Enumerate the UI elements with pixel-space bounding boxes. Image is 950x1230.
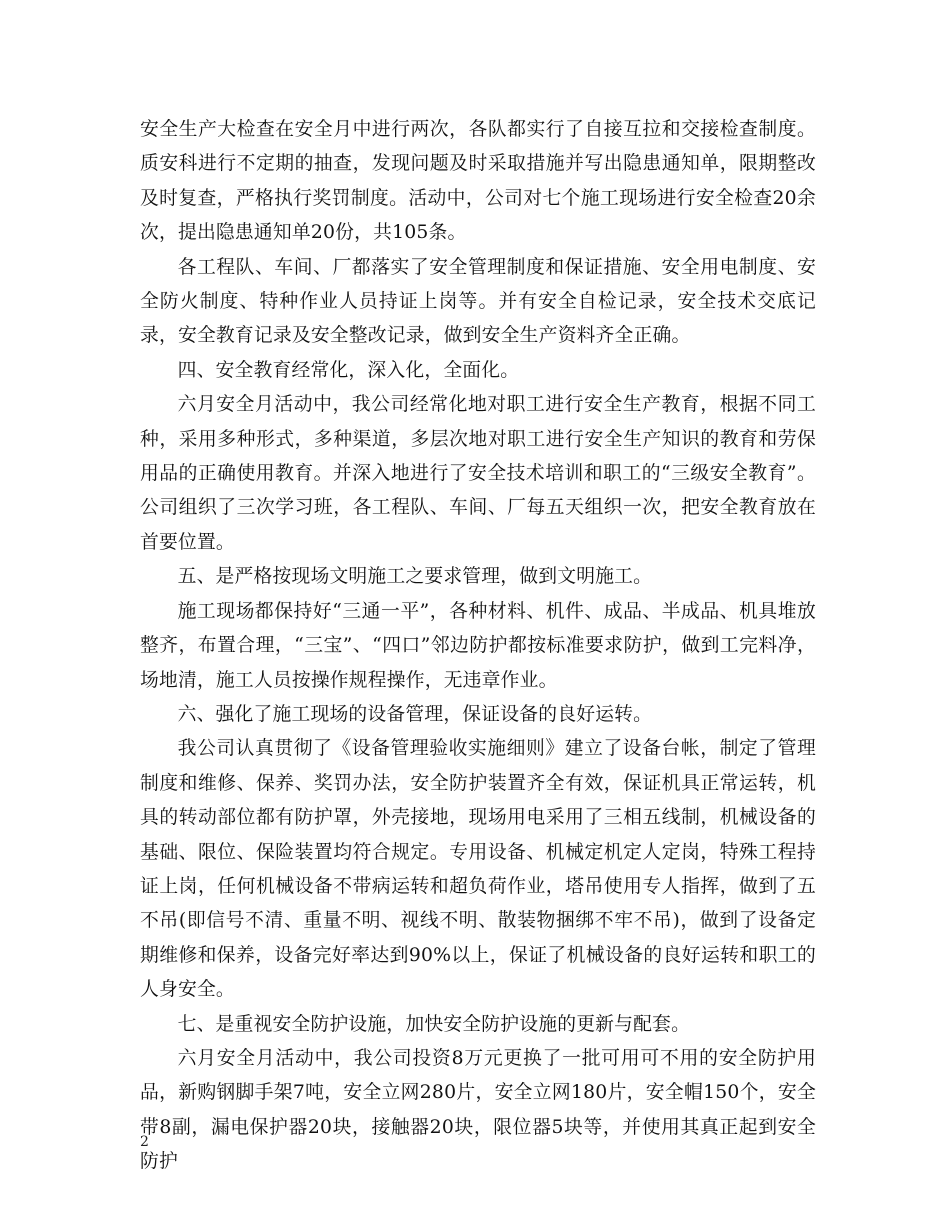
paragraph: 各工程队、车间、厂都落实了安全管理制度和保证措施、安全用电制度、安全防火制度、特种作业人员持证上岗等。并有安全自检记录，安全技术交底记录，安全教育记录及安全整改记录，做到安全生产资料齐全正确。 [140, 256, 816, 347]
document-body [140, 113, 816, 1180]
paragraph: 六月安全月活动中，我公司经常化地对职工进行安全生产教育，根据不同工种，采用多种形式，多种渠道，多层次地对职工进行安全生产知识的教育和劳保用品的正确使用教育。并深入地进行了安全技术培训和职工的“三级安全教育”。公司组织了三次学习班，各工程队、车间、厂每五天组织一次，把安全教育放在首要位置。 [140, 394, 816, 553]
paragraph: 安全生产大检查在安全月中进行两次，各队都实行了自接互拉和交接检查制度。质安科进行不定期的抽查，发现问题及时采取措施并写出隐患通知单，限期整改及时复查，严格执行奖罚制度。活动中，公司对七个施工现场进行安全检查20余次，提出隐患通知单20份，共105条。 [140, 119, 816, 244]
paragraph: 施工现场都保持好“三通一平”，各种材料、机件、成品、半成品、机具堆放整齐，布置合理，“三宝”、“四口”邻边防护都按标准要求防护，做到工完料净，场地清，施工人员按操作规程操作，无违章作业。 [140, 600, 816, 691]
section-heading: 四、安全教育经常化，深入化，全面化。 [177, 359, 520, 381]
section-heading: 六、强化了施工现场的设备管理，保证设备的良好运转。 [177, 703, 653, 725]
page-number: 2 [140, 1134, 149, 1150]
paragraph: 我公司认真贯彻了《设备管理验收实施细则》建立了设备台帐，制定了管理制度和维修、保养、奖罚办法，安全防护装置齐全有效，保证机具正常运转，机具的转动部位都有防护罩，外壳接地，现场用电采用了三相五线制，机械设备的基础、限位、保险装置均符合规定。专用设备、机械定机定人定岗，特殊工程持证上岗，任何机械设备不带病运转和超负荷作业，塔吊使用专人指挥，做到了五不吊(即信号不清、重量不明、视线不明、散装物捆绑不牢不吊)，做到了设备定期维修和保养，设备完好率达到90%以上，保证了机械设备的良好运转和职工的人身安全。 [140, 738, 816, 1001]
section-heading: 七、是重视安全防护设施，加快安全防护设施的更新与配套。 [177, 1013, 691, 1035]
section-heading: 五、是严格按现场文明施工之要求管理，做到文明施工。 [177, 566, 653, 588]
paragraph: 六月安全月活动中，我公司投资8万元更换了一批可用可不用的安全防护用品，新购钢脚手架7吨，安全立网280片，安全立网180片，安全帽150个，安全带8副，漏电保护器20块，接触器20块，限位器5块等，并使用其真正起到安全防护 [140, 1047, 816, 1173]
